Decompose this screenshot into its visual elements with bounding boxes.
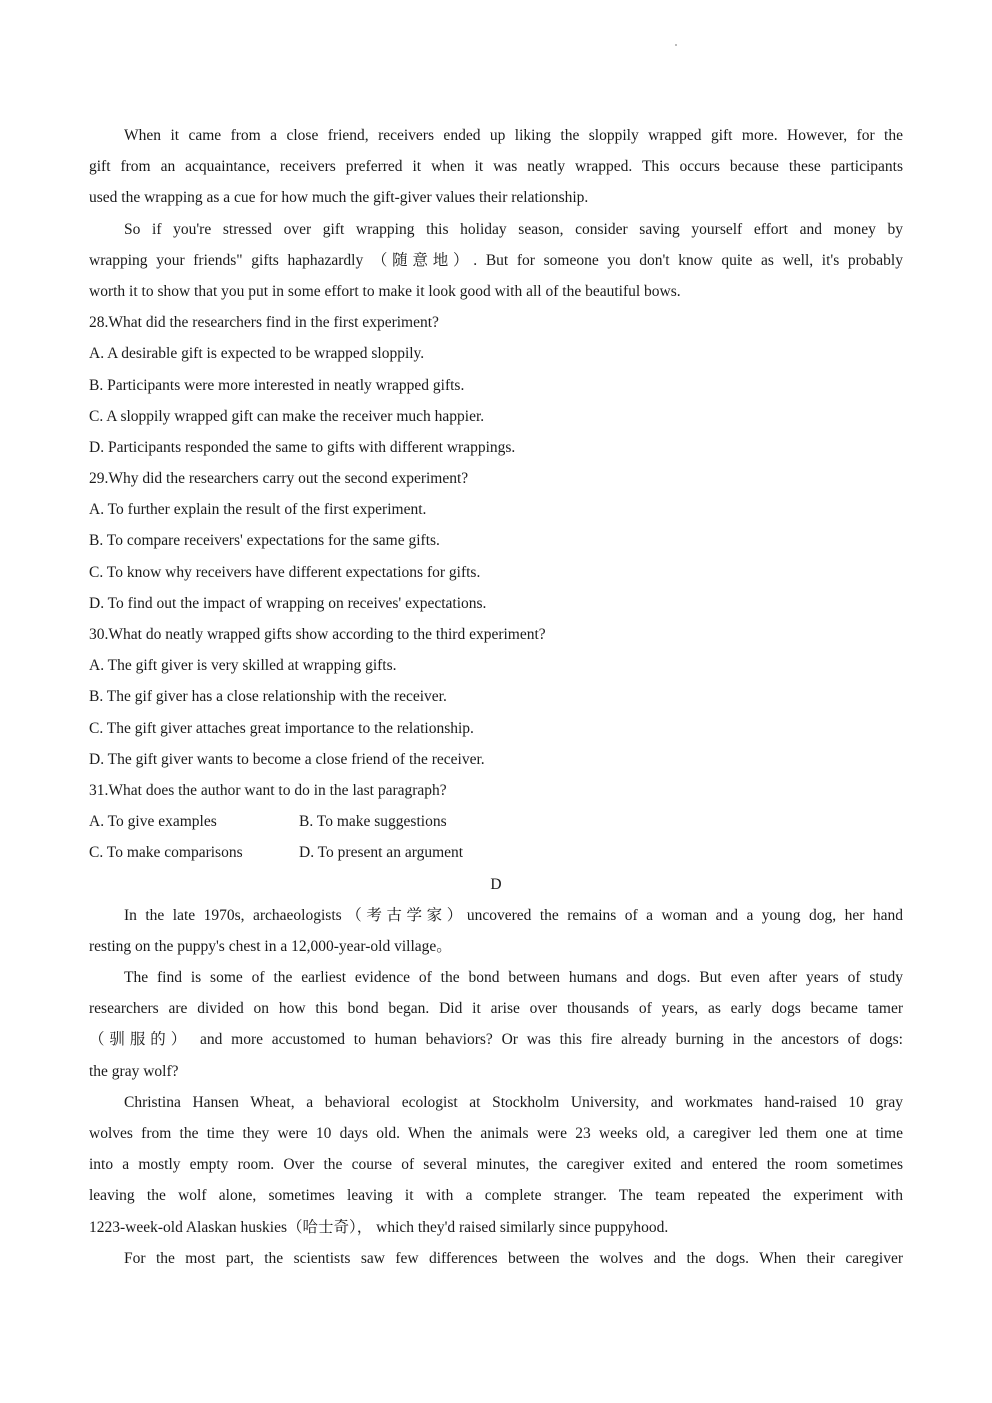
answer-option: C. A sloppily wrapped gift can make the receiver much happier. — [89, 407, 485, 425]
answer-option: A. The gift giver is very skilled at wrapping gifts. — [89, 657, 397, 675]
passage-d-paragraph-4 — [89, 1243, 903, 1274]
section-heading: D — [490, 875, 502, 893]
text-line: resting on the puppy's chest in a 12,000-year-old village。 — [89, 937, 452, 955]
question-30 — [89, 619, 903, 775]
text-line: 1223-week-old Alaskan huskies（哈士奇）， which they'd raised similarly since puppyhood. — [89, 1218, 669, 1236]
answer-option: C. To make comparisons — [89, 844, 243, 862]
text-line: The find is some of the earliest evidence of the bond between humans and dogs. But even after years of study — [124, 969, 903, 987]
passage-c-paragraph-1 — [89, 120, 903, 214]
document-page — [89, 120, 903, 1274]
text-line: （驯服的） and more accustomed to human behaviors? Or was this fire already burning in the ancestors of dogs: — [89, 1031, 903, 1049]
question-stem: 29.Why did the researchers carry out the second experiment? — [89, 470, 469, 488]
text-line: used the wrapping as a cue for how much the gift-giver values their relationship. — [89, 189, 589, 207]
question-stem: 31.What does the author want to do in the last paragraph? — [89, 781, 447, 799]
answer-option: B. Participants were more interested in neatly wrapped gifts. — [89, 376, 465, 394]
text-line: researchers are divided on how this bond began. Did it arise over thousands of years, as early dogs became tamer — [89, 1000, 903, 1018]
scan-speck — [675, 44, 677, 46]
question-31 — [89, 775, 903, 869]
question-stem: 30.What do neatly wrapped gifts show according to the third experiment? — [89, 626, 546, 643]
text-line: the gray wolf? — [89, 1062, 179, 1080]
answer-option: C. The gift giver attaches great importance to the relationship. — [89, 719, 474, 737]
question-29 — [89, 463, 903, 619]
answer-option-row — [89, 806, 903, 837]
passage-c-paragraph-2 — [89, 214, 903, 308]
answer-option: A. A desirable gift is expected to be wrapped sloppily. — [89, 345, 425, 363]
text-line: wrapping your friends" gifts haphazardly （随意地）. But for someone you don't know quite as well, it's probably — [89, 251, 903, 269]
answer-option: B. To compare receivers' expectations for the same gifts. — [89, 532, 440, 550]
question-stem: 28.What did the researchers find in the first experiment? — [89, 314, 439, 332]
text-line: Christina Hansen Wheat, a behavioral ecologist at Stockholm University, and workmates hand-raised 10 gray — [124, 1093, 903, 1111]
text-line: When it came from a close friend, receivers ended up liking the sloppily wrapped gift more. However, for the — [124, 127, 903, 144]
text-line: In the late 1970s, archaeologists（考古学家）uncovered the remains of a woman and a young dog, her hand — [124, 906, 903, 924]
answer-option: A. To give examples — [89, 813, 217, 831]
passage-d-paragraph-2 — [89, 962, 903, 1087]
answer-option-row — [89, 837, 903, 868]
text-line: So if you're stressed over gift wrapping this holiday season, consider saving yourself effort and money by — [124, 220, 903, 238]
answer-option: D. To find out the impact of wrapping on receives' expectations. — [89, 594, 487, 612]
answer-option: D. The gift giver wants to become a close friend of the receiver. — [89, 750, 485, 768]
text-line: gift from an acquaintance, receivers preferred it when it was neatly wrapped. This occurs because these participants — [89, 158, 903, 176]
question-28 — [89, 307, 903, 463]
text-line: leaving the wolf alone, sometimes leaving it with a complete stranger. The team repeated the experiment with — [89, 1187, 903, 1205]
passage-d-paragraph-3 — [89, 1087, 903, 1243]
text-line: worth it to show that you put in some effort to make it look good with all of the beautiful bows. — [89, 282, 681, 300]
answer-option: B. The gif giver has a close relationship with the receiver. — [89, 688, 447, 706]
answer-option: D. Participants responded the same to gifts with different wrappings. — [89, 438, 516, 456]
text-line: For the most part, the scientists saw few differences between the wolves and the dogs. When their caregiver — [124, 1249, 903, 1267]
text-line: wolves from the time they were 10 days old. When the animals were 23 weeks old, a caregiver led them one at time — [89, 1125, 903, 1142]
answer-option: A. To further explain the result of the first experiment. — [89, 501, 427, 519]
passage-d-paragraph-1 — [89, 900, 903, 962]
answer-option: B. To make suggestions — [299, 813, 447, 831]
text-line: into a mostly empty room. Over the course of several minutes, the caregiver exited and entered the room sometimes — [89, 1156, 903, 1174]
answer-option: C. To know why receivers have different expectations for gifts. — [89, 563, 481, 581]
answer-option: D. To present an argument — [299, 844, 464, 862]
